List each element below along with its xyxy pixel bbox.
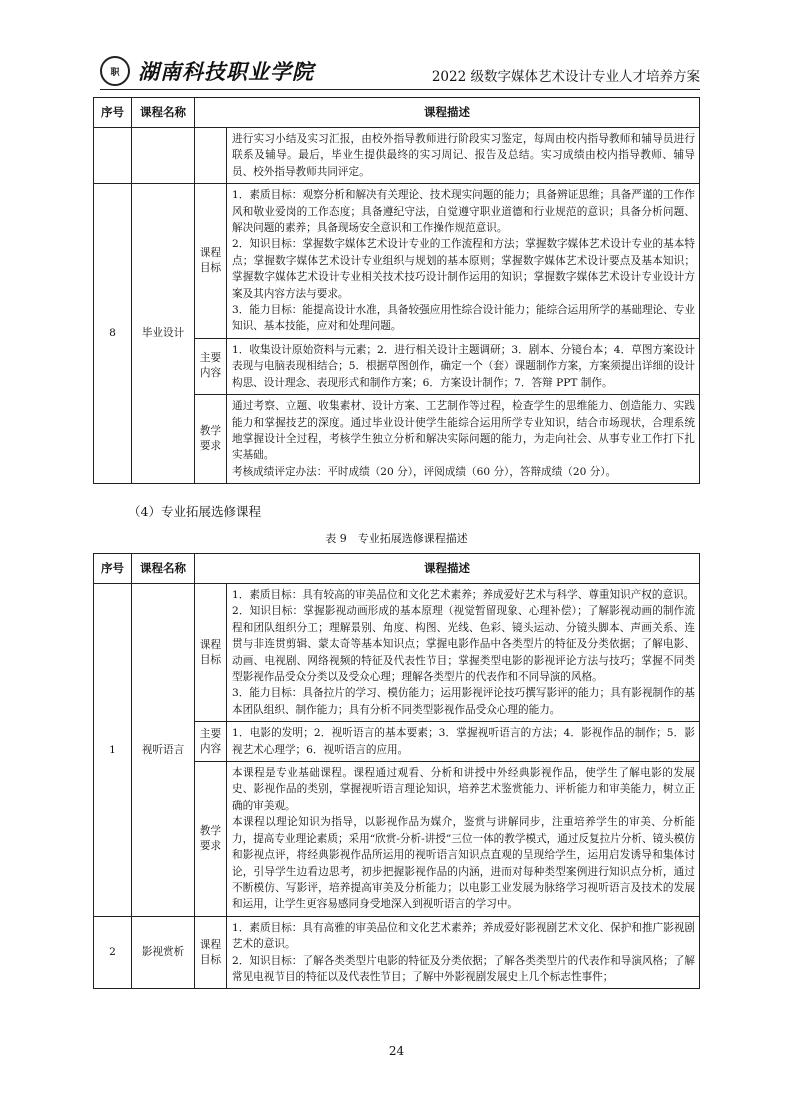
course-goals bbox=[227, 584, 700, 722]
course-teaching bbox=[227, 395, 700, 484]
school-seal-icon: 职 bbox=[100, 56, 130, 86]
course-name: 毕业设计 bbox=[132, 184, 195, 484]
section-title: （4）专业拓展选修课程 bbox=[128, 504, 261, 519]
content-label: 主要内容 bbox=[195, 722, 227, 762]
course-name: 视听语言 bbox=[132, 584, 195, 917]
goal-quality: 1．素质目标：观察分析和解决有关理论、技术现实问题的能力；具备辨证思维；具备严谨的工作作风和敬业爱岗的工作态度；具备遵纪守法，自觉遵守职业道德和行业规范的意识；具备分析问题、解决问题的素养；具备现场安全意识和工作操作规范意识。 bbox=[232, 189, 695, 235]
goal-knowledge: 2．知识目标：掌握数字媒体艺术设计专业的工作流程和方法；掌握数字媒体艺术设计专业的基本特点；掌握数字媒体艺术设计专业组织与规划的基本原则；掌握数字媒体艺术设计要点及基本知识；掌握数字媒体艺术设计专业相关技术技巧设计制作运用的知识；掌握数字媒体艺术设计专业设计方案及其内容方法与要求。 bbox=[232, 238, 695, 300]
assessment-paragraph: 考核成绩评定办法：平时成绩（20 分），评阅成绩（60 分），答辩成绩（20 分）。 bbox=[232, 465, 617, 478]
page-number: 24 bbox=[388, 1044, 405, 1058]
goals-label: 课程目标 bbox=[195, 916, 227, 989]
goal-quality: 1．素质目标：具有较高的审美品位和文化艺术素养；养成爱好艺术与科学、尊重知识产权的意识。 bbox=[232, 589, 695, 601]
table-row bbox=[94, 916, 700, 989]
course-no: 2 bbox=[94, 916, 132, 989]
header-description: 课程描述 bbox=[195, 554, 700, 584]
course-name: 影视赏析 bbox=[132, 916, 195, 989]
teaching-label: 教学要求 bbox=[195, 762, 227, 917]
continued-description: 进行实习小结及实习汇报，由校外指导教师进行阶段实习鉴定，每周由校内指导教师和辅导员进行联系及辅导。最后，毕业生提供最终的实习周记、报告及总结。实习成绩由校内指导教师、辅导员、校外指导教师共同评定。 bbox=[227, 128, 700, 184]
goals-label: 课程目标 bbox=[195, 184, 227, 339]
page-header bbox=[100, 55, 700, 90]
course-content: 1．电影的发明；2．视听语言的基本要素；3．掌握视听语言的方法；4．影视作品的制作；5．影视艺术心理学；6．视听语言的应用。 bbox=[227, 722, 700, 762]
course-no: 1 bbox=[94, 584, 132, 917]
header-course-name: 课程名称 bbox=[132, 98, 195, 128]
table-row bbox=[94, 584, 700, 722]
table-header-row bbox=[94, 98, 700, 128]
teaching-paragraph: 本课程是专业基础课程。课程通过观看、分析和讲授中外经典影视作品，使学生了解电影的发展史、影视作品的类别，掌握视听语言理论知识，培养艺术鉴赏能力、评析能力和审美能力，树立正确的审美观。 bbox=[232, 767, 695, 812]
teaching-paragraph: 通过考察、立题、收集素材、设计方案、工艺制作等过程，检查学生的思维能力、创造能力、实践能力和掌握技艺的深度。通过毕业设计使学生能综合运用所学专业知识，结合市场现状，合理系统地掌握设计全过程，考核学生独立分析和解决实际问题的能力，为走向社会、从事专业工作打下扎实基础。 bbox=[232, 400, 695, 462]
table-caption: 表 9 专业拓展选修课程描述 bbox=[325, 532, 468, 545]
table-header-row bbox=[94, 554, 700, 584]
school-logo bbox=[100, 57, 314, 85]
course-goals bbox=[227, 916, 700, 989]
goals-label: 课程目标 bbox=[195, 584, 227, 722]
empty-cell bbox=[195, 128, 227, 184]
goal-quality: 1．素质目标：具有高雅的审美品位和文化艺术素养；养成爱好影视剧艺术文化、保护和推广影视剧艺术的意识。 bbox=[232, 921, 695, 951]
course-goals bbox=[227, 184, 700, 339]
empty-cell bbox=[94, 128, 132, 184]
goal-knowledge: 2．知识目标：掌握影视动画形成的基本原理（视觉暂留现象、心理补偿）；了解影视动画的制作流程和团队组织分工；理解景别、角度、构图、光线、色彩、镜头运动、分镜头脚本、声画关系、连贯与非连贯剪辑、蒙太奇等基本知识点；掌握电影作品中各类型片的特征及分类依据；了解电影、动画、电视剧、网络视频的特征及代表性节目；掌握类型电影的影视评论方法与技巧；掌握不同类型影视作品受众分类以及受众心理；理解各类型片的代表作和不同导演的风格。 bbox=[232, 605, 695, 684]
header-course-name: 课程名称 bbox=[132, 554, 195, 584]
teaching-label: 教学要求 bbox=[195, 395, 227, 484]
teaching-paragraph: 本课程以理论知识为指导，以影视作品为媒介，鉴赏与讲解同步，注重培养学生的审美、分析能力，提高专业理论素质；采用“欣赏-分析-讲授”三位一体的教学模式，通过反复拉片分析、镜头模仿和影视点评，将经典影视作品所运用的视听语言知识点直观的呈现给学生，运用启发诱导和集体讨论，引导学生边看边思考，初步把握影视作品的内涵，进而对每种类型案例进行知识点分析，通过不断模仿、写影评，培养提高审美及分析能力；以电影工业发展为脉络学习视听语言及技术的发展和运用，让学生更容易感同身受地深入到视听语言的学习中。 bbox=[232, 816, 695, 911]
table-row bbox=[94, 128, 700, 184]
course-teaching bbox=[227, 762, 700, 917]
goal-ability: 3．能力目标：具备拉片的学习、模仿能力；运用影视评论技巧撰写影评的能力；具有影视制作的基本团队组织、制作能力；具有分析不同类型影视作品受众心理的能力。 bbox=[232, 687, 695, 716]
course-content: 1．收集设计原始资料与元素；2．进行相关设计主题调研；3．剧本、分镜台本；4．草图方案设计表现与电脑表现相结合；5．根据草图创作，确定一个（套）课题制作方案，方案须提出详细的设计构思、设计理念、表现形式和制作方案；6．方案设计制作；7．答辩 PPT 制作。 bbox=[227, 338, 700, 394]
document-title: 2022 级数字媒体艺术设计专业人才培养方案 bbox=[431, 69, 700, 85]
goal-knowledge: 2．知识目标：了解各类类型片电影的特征及分类依据；了解各类类型片的代表作和导演风格；了解常见电视节目的特征以及代表性节目；了解中外影视剧发展史上几个标志性事件； bbox=[232, 954, 695, 983]
course-table-continued bbox=[93, 97, 700, 484]
table-row bbox=[94, 184, 700, 339]
course-no: 8 bbox=[94, 184, 132, 484]
course-table-electives bbox=[93, 553, 700, 989]
goal-ability: 3．能力目标：能提高设计水准，具备较强应用性综合设计能力；能综合运用所学的基础理论、专业知识、基本技能，应对和处理问题。 bbox=[232, 304, 695, 333]
empty-cell bbox=[132, 128, 195, 184]
school-name: 湖南科技职业学院 bbox=[138, 59, 314, 84]
content-label: 主要内容 bbox=[195, 338, 227, 394]
header-description: 课程描述 bbox=[195, 98, 700, 128]
header-no: 序号 bbox=[94, 98, 132, 128]
header-no: 序号 bbox=[94, 554, 132, 584]
